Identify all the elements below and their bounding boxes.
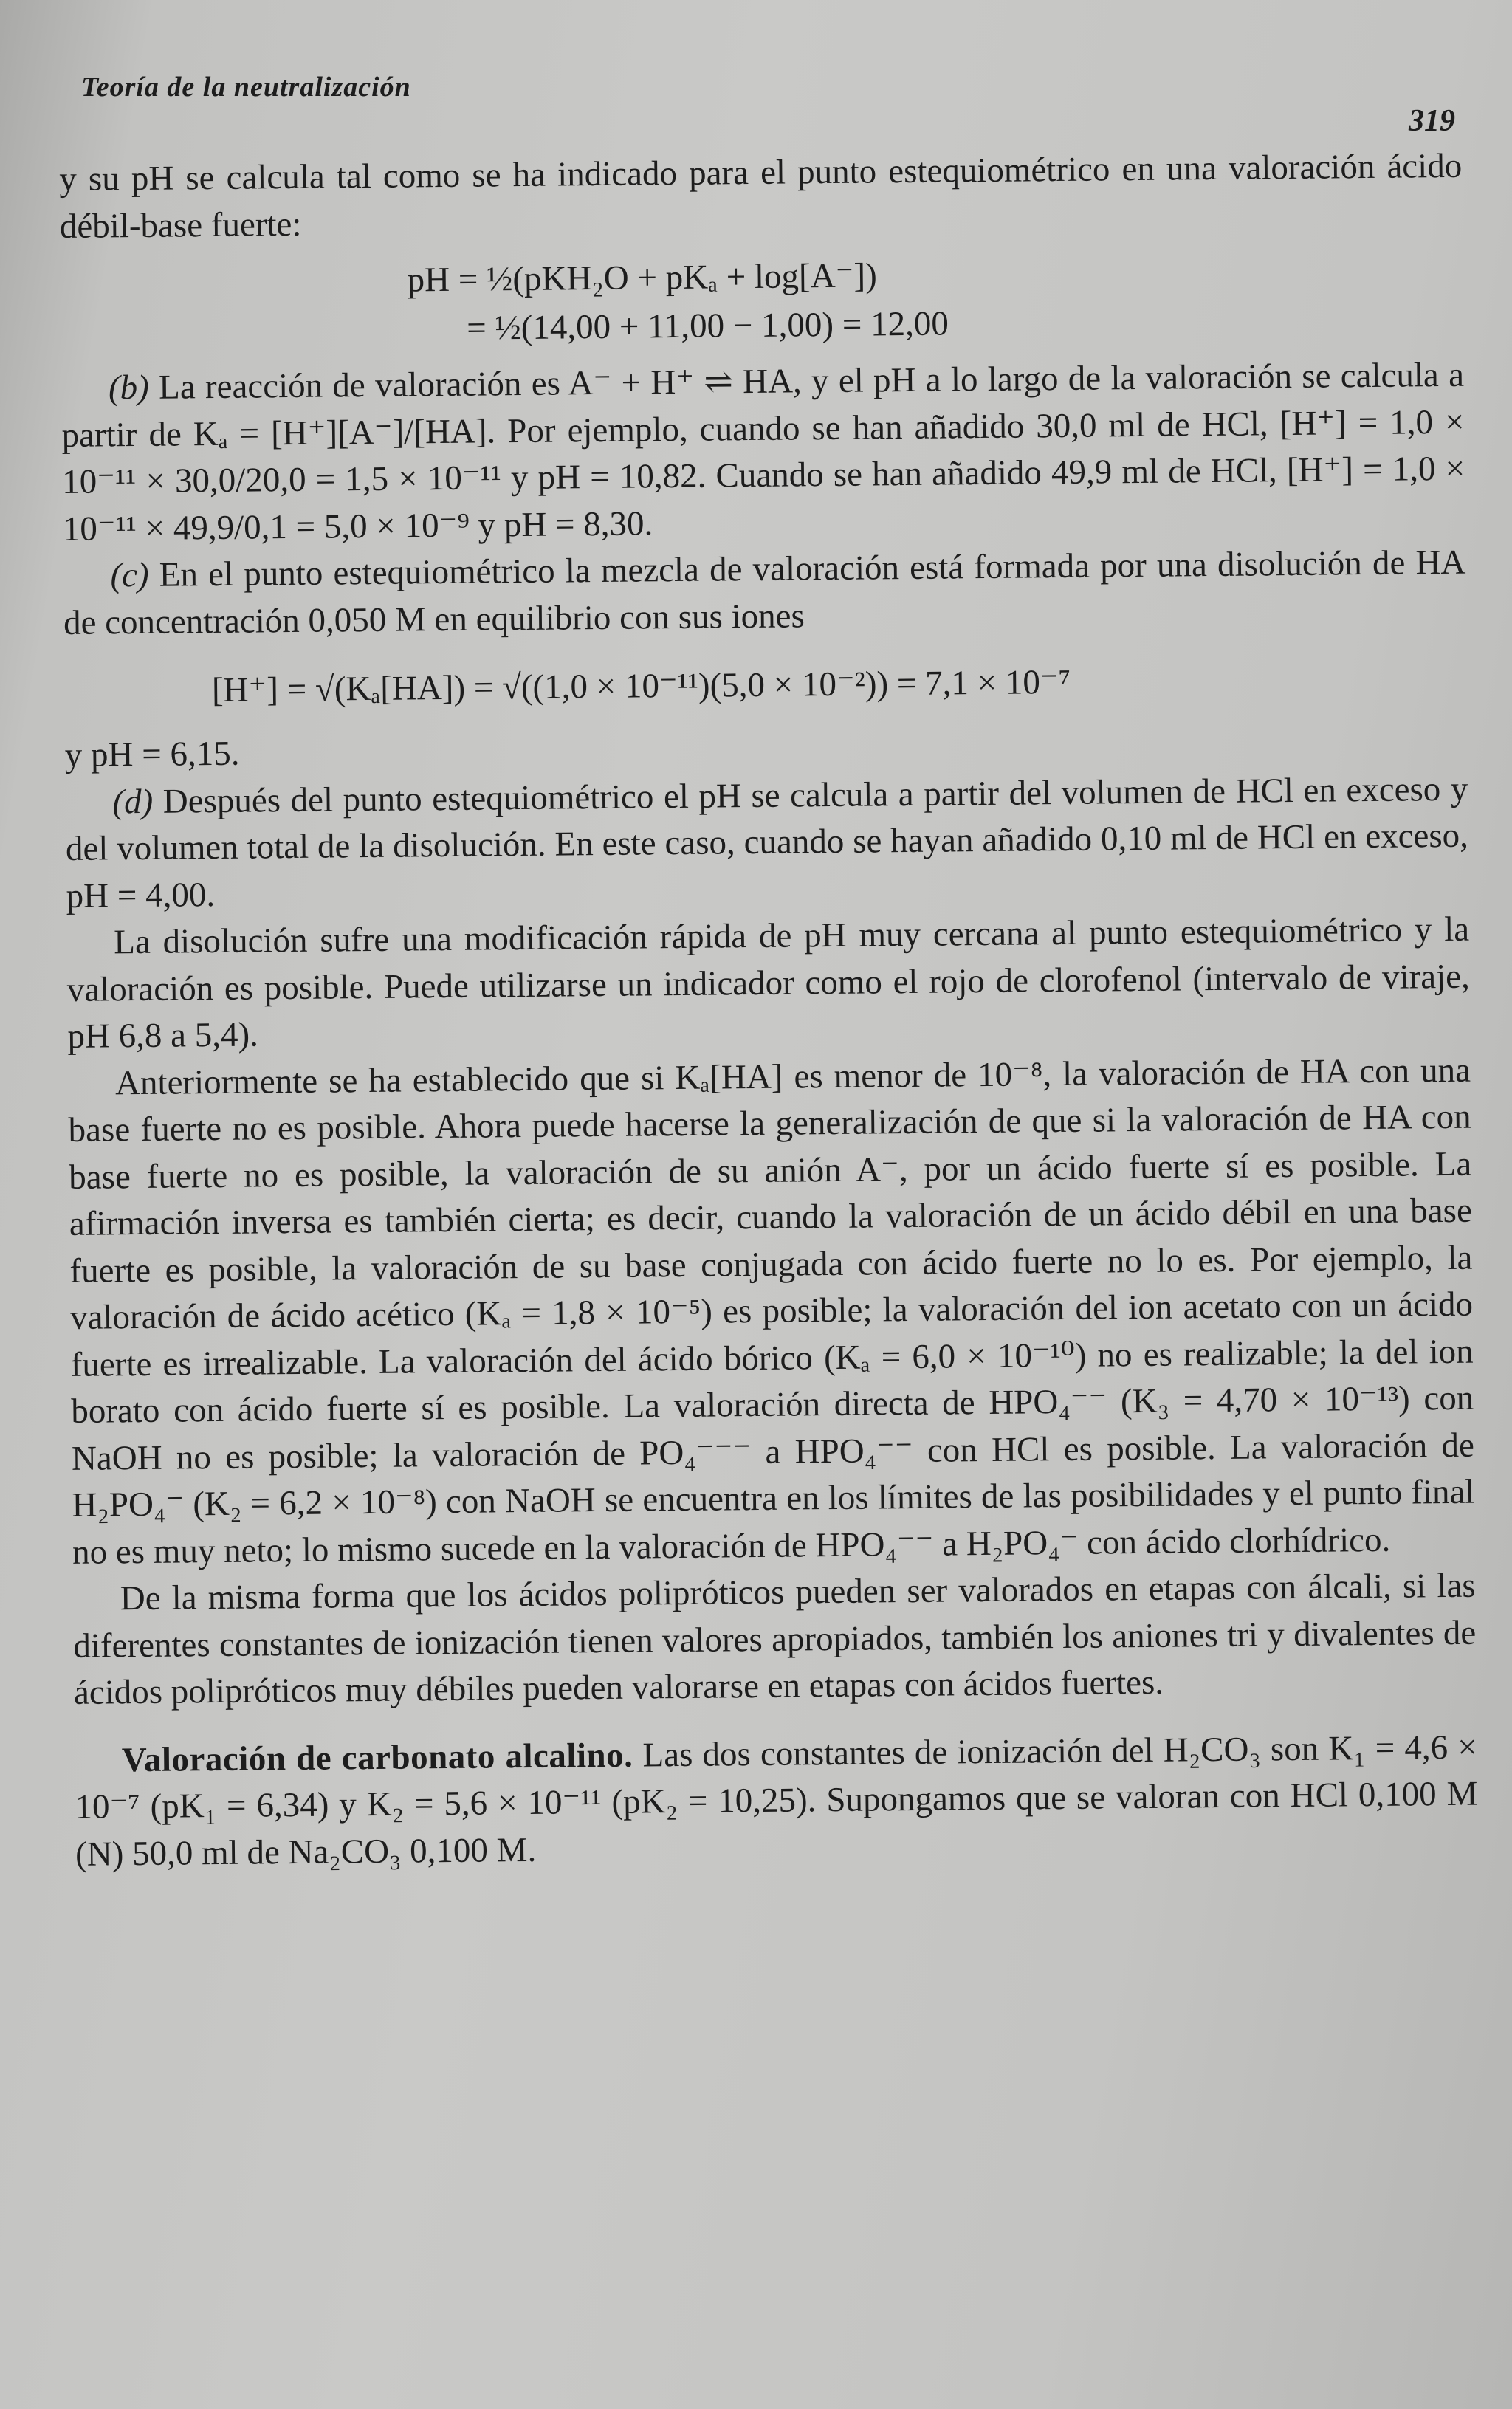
paragraph-c [63,540,1466,647]
section-text: Las dos constantes de ionización del H₂CO₃ son K₁ = 4,6 × 10⁻⁷ (pK₁ = 6,34) y K₂ = 5,6 × 10⁻¹¹ (pK₂ = 10,25). Supongamos que se valoran con HCl 0,100 M (N) 50,0 ml de Na₂CO₃ 0,100 M. [75,1728,1478,1874]
equation-ph-formula: pH = ½(pKH₂O + pKₐ + log[A⁻]) [407,256,877,300]
item-label-b: (b) [108,368,150,408]
paragraph-intro: y su pH se calcula tal como se ha indicado para el punto estequiométrico en una valoración ácido débil-base fuerte: [59,146,1463,246]
section-heading: Valoración de carbonato alcalino. [121,1736,633,1779]
item-label-d: (d) [112,782,154,821]
paragraph-b [61,352,1465,553]
equation-hydrogen-ion: [H⁺] = √(Kₐ[HA]) = √((1,0 × 10⁻¹¹)(5,0 × 10⁻²)) = 7,1 × 10⁻⁷ [211,662,1071,710]
paragraph-d-text: Después del punto estequiométrico el pH se calcula a partir del volumen de HCl en exceso y del volumen total de la disolución. En este caso, cuando se hayan añadido 0,10 ml de HCl en exceso, pH = 4,00. [65,769,1469,915]
paragraph-carbonate [75,1724,1479,1878]
paragraph-b-text: La reacción de valoración es A⁻ + H⁺ ⇌ HA, y el pH a lo largo de la valoración se calcula a partir de Kₐ = [H⁺][A⁻]/[HA]. Por ejemplo, cuando se han añadido 30,0 ml de HCl, [H⁺] = 1,0 × 10⁻¹¹ × 30,0/20,0 = 1,5 × 10⁻¹¹ y pH = 10,82. Cuando se han añadido 49,9 ml de HCl, [H⁺] = 1,0 × 10⁻¹¹ × 49,9/0,1 = 5,0 × 10⁻⁹ y pH = 8,30. [61,355,1465,549]
page-body [59,143,1478,1878]
equation-ph-value: = ½(14,00 + 11,00 − 1,00) = 12,00 [467,304,949,348]
paragraph-d [65,766,1469,920]
running-title: Teoría de la neutralización [81,72,411,103]
paragraph-c-after: y pH = 6,15. [64,734,240,774]
paragraph-polyprotic: De la misma forma que los ácidos polipróticos pueden ser valorados en etapas con álcali, si las diferentes constantes de ionización tienen valores apropiados, también los aniones tri y divalentes de ácidos polipróticos muy débiles pueden valorarse en etapas con ácidos fuertes. [73,1566,1477,1712]
paragraph-indicator: La disolución sufre una modificación rápida de pH muy cercana al punto estequiométrico y la valoración es posible. Puede utilizarse un indicador como el rojo de clorofenol (intervalo de viraje, pH 6,8 a 5,4). [66,910,1470,1056]
paragraph-generalization: Anteriormente se ha establecido que si Kₐ[HA] es menor de 10⁻⁸, la valoración de HA con una base fuerte no es posible. Ahora puede hacerse la generalización de que si la valoración de HA con base fuerte no es posible, la valoración de su anión A⁻, por un ácido fuerte sí es posible. La afirmación inversa es también cierta; es decir, cuando la valoración de un ácido débil en una base fuerte es posible, la valoración de su base conjugada con ácido fuerte no lo es. Por ejemplo, la valoración de ácido acético (Kₐ = 1,8 × 10⁻⁵) es posible; la valoración del ion acetato con un ácido fuerte es irrealizable. La valoración del ácido bórico (Kₐ = 6,0 × 10⁻¹⁰) no es realizable; la del ion borato con ácido fuerte sí es posible. La valoración directa de HPO₄⁻⁻ (K₃ = 4,70 × 10⁻¹³) con NaOH no es posible; la valoración de PO₄⁻⁻⁻ a HPO₄⁻⁻ con HCl es posible. La valoración de H₂PO₄⁻ (K₂ = 6,2 × 10⁻⁸) con NaOH se encuentra en los límites de las posibilidades y el punto final no es muy neto; lo mismo sucede en la valoración de HPO₄⁻⁻ a H₂PO₄⁻ con ácido clorhídrico. [68,1051,1475,1572]
paragraph-c-text: En el punto estequiométrico la mezcla de valoración está formada por una disolución de HA de concentración 0,050 M en equilibrio con sus iones [63,543,1466,642]
page-number: 319 [1409,104,1455,138]
item-label-c: (c) [110,555,149,595]
